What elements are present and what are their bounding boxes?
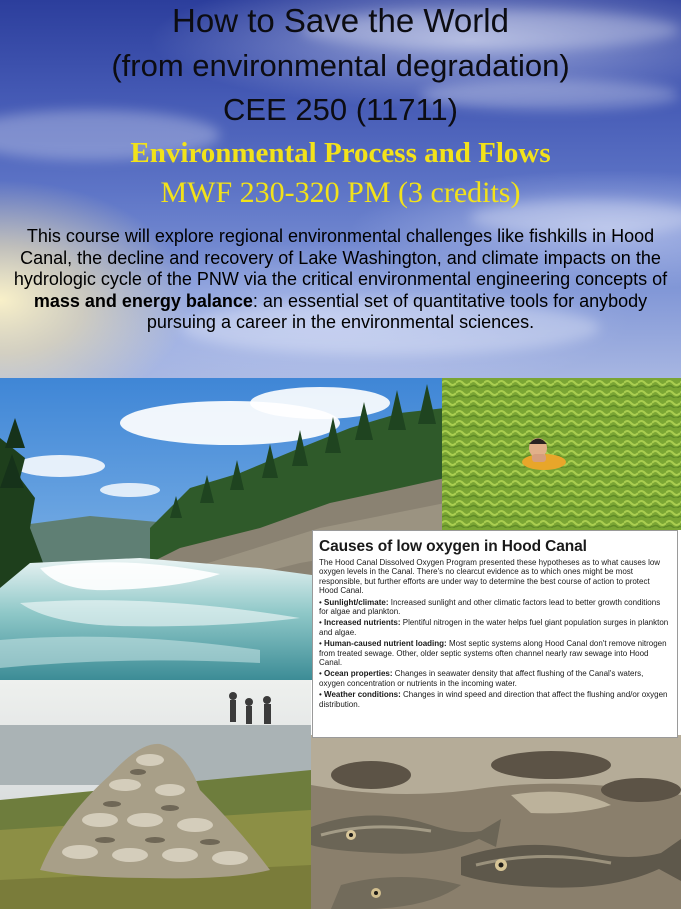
panel-title: Causes of low oxygen in Hood Canal [319, 538, 587, 555]
cause-text: Changes in wind speed and direction that affect the flushing and/or oxygen distribution. [319, 690, 668, 709]
bullet: • [319, 618, 322, 628]
cause-name: Sunlight/climate: [324, 597, 389, 607]
poster-subtitle: (from environmental degradation) [111, 48, 570, 83]
panel-intro: The Hood Canal Dissolved Oxygen Program presented these hypotheses as to what causes low oxygen levels in the Canal. There's no clearcut evidence as to which ones might be most responsible, but further efforts are under way to determine the best course of action to protect Hood Canal. [319, 558, 661, 596]
cause-item [319, 690, 669, 709]
hood-canal-info-panel [312, 530, 678, 738]
cause-name: Weather conditions: [324, 690, 401, 700]
header-banner [0, 0, 681, 378]
cause-text: Plentiful nitrogen in the water helps fuel giant population surges in plankton and algae. [319, 618, 669, 637]
bullet: • [319, 669, 322, 679]
description-text-end: : an essential set of quantitative tools for anybody pursuing a career in the environmental sciences. [146, 290, 648, 332]
course-description [4, 226, 677, 334]
cause-text: Increased sunlight and other climatic factors lead to better growth conditions for algae and plankton. [319, 597, 661, 617]
description-text: This course will explore regional environmental challenges like fishkills in Hood Canal, the decline and recovery of Lake Washington, and climate impacts on the hydrologic cycle of the PNW via the critical environmental engineering concepts of [13, 226, 668, 289]
cause-name: Ocean properties: [324, 669, 393, 679]
cause-item [319, 618, 669, 637]
poster-title: How to Save the World [172, 2, 509, 39]
course-name: Environmental Process and Flows [130, 137, 551, 169]
oyster-pile-photo [0, 680, 311, 909]
description-emphasis: mass and energy balance [33, 290, 253, 311]
cause-item [319, 639, 669, 667]
bullet: • [319, 690, 322, 700]
cause-text: Changes in seawater density that affect flushing of the Canal's waters, oxygen concentration or nutrients in the incoming water. [319, 669, 644, 688]
course-number: CEE 250 (11711) [223, 92, 458, 127]
cause-name: Increased nutrients: [324, 618, 401, 628]
cause-text: Most septic systems along Hood Canal don't remove nitrogen from treated sewage. Other, older septic systems often channel nearly raw sewage into Hood Canal. [319, 639, 667, 668]
cause-name: Human-caused nutrient loading: [324, 639, 447, 649]
bullet: • [319, 597, 322, 607]
dead-fish-photo [311, 735, 681, 909]
course-schedule: MWF 230-320 PM (3 credits) [160, 176, 521, 209]
bullet: • [319, 639, 322, 649]
algae-bloom-photo [442, 378, 681, 530]
cause-item [319, 598, 669, 617]
cause-item [319, 669, 669, 688]
